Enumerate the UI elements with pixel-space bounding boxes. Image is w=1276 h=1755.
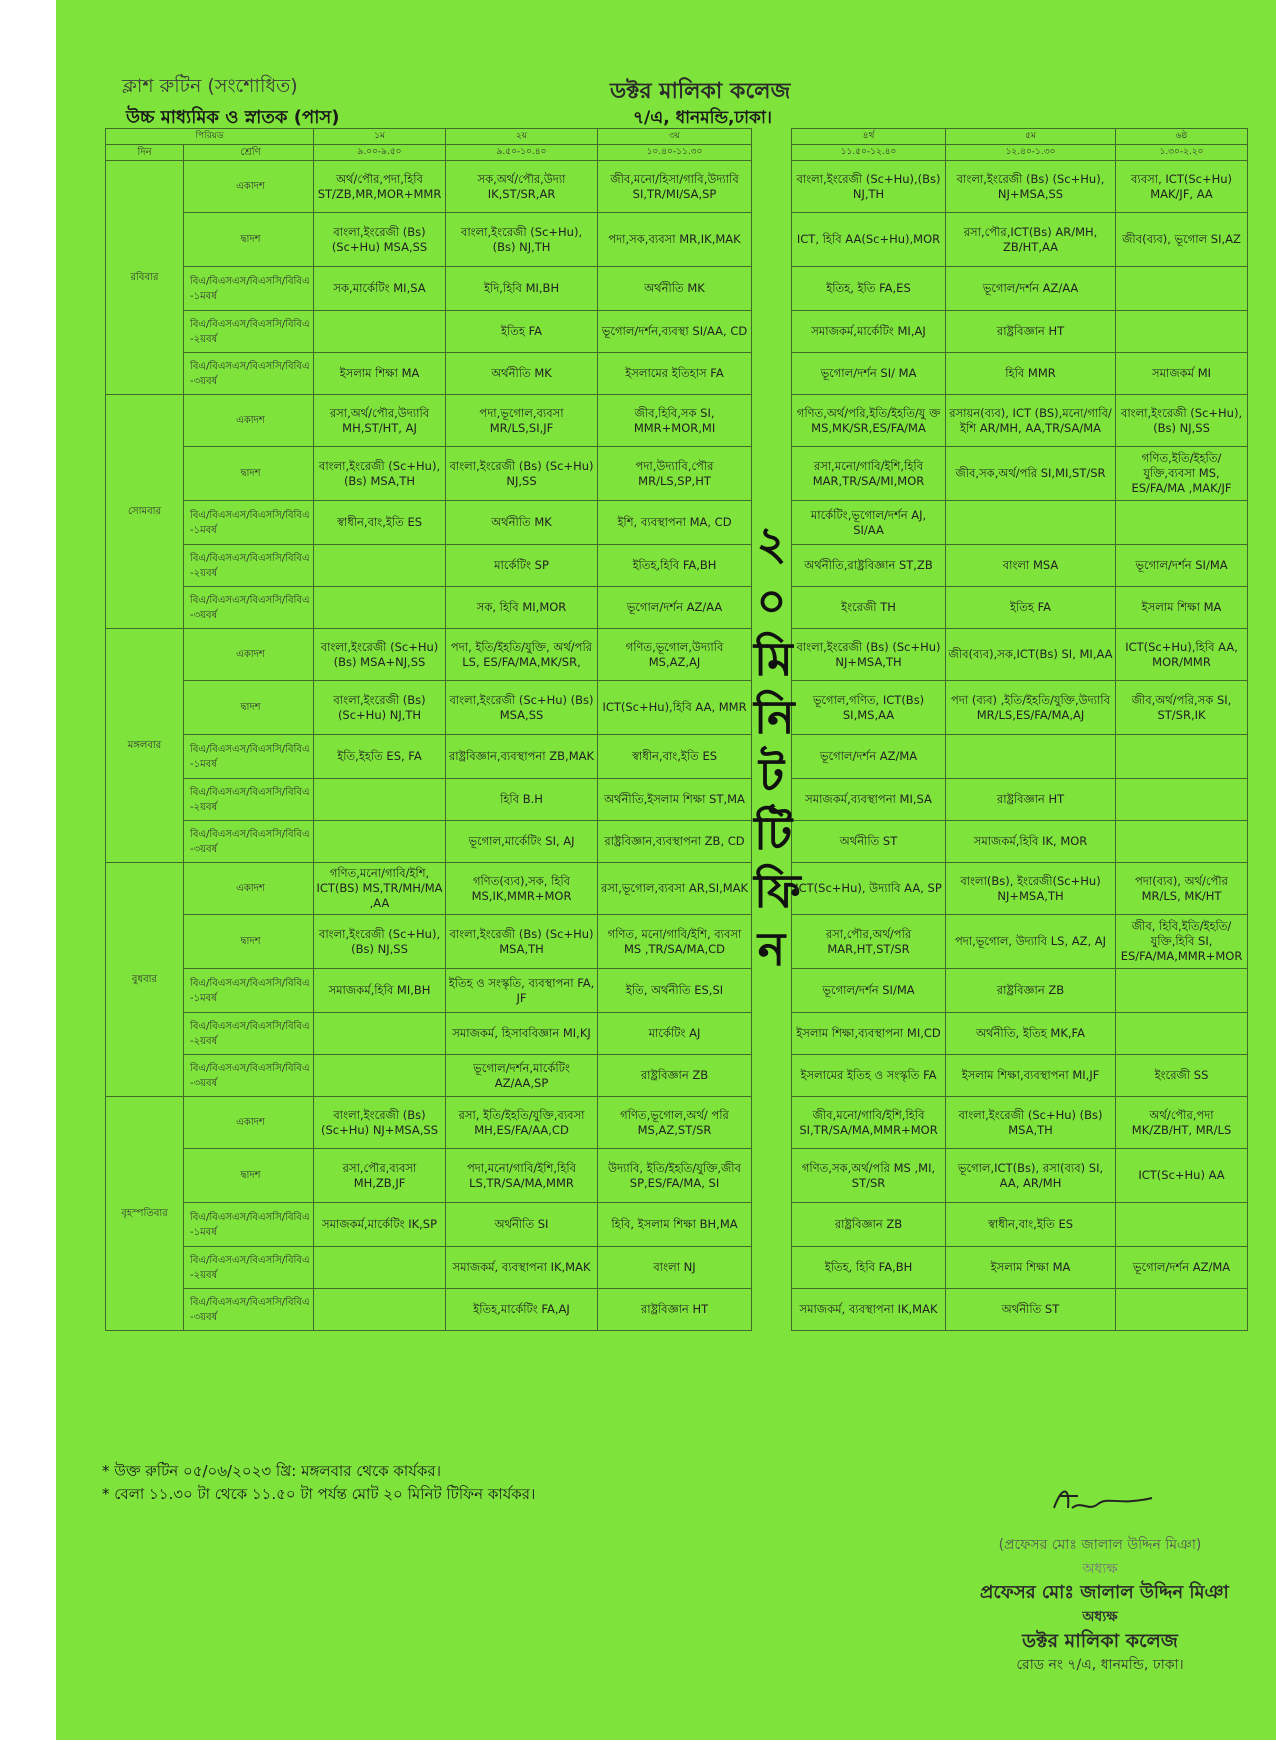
subject-cell: রসা,ভূগোল,ব্যবসা AR,SI,MAK bbox=[598, 863, 752, 915]
subject-cell bbox=[1116, 821, 1248, 863]
subject-cell: বাংলা(Bs), ইংরেজী(Sc+Hu) NJ+MSA,TH bbox=[946, 863, 1116, 915]
routine-row bbox=[106, 863, 1248, 915]
subject-cell: ইতি,ইহতি ES, FA bbox=[314, 735, 446, 779]
subject-cell bbox=[1116, 311, 1248, 353]
subject-cell: মার্কেটিং AJ bbox=[598, 1013, 752, 1055]
subject-cell bbox=[314, 545, 446, 587]
class-name: বিএ/বিএসএস/বিএসসি/বিবিএ -৩য়বর্ষ bbox=[184, 587, 314, 629]
subject-cell: সমাজকর্ম, হিসাববিজ্ঞান MI,KJ bbox=[446, 1013, 598, 1055]
day-name: বৃহস্পতিবার bbox=[106, 1097, 184, 1331]
break-letter: টি bbox=[754, 805, 793, 860]
day-name: সোমবার bbox=[106, 395, 184, 629]
class-name: একাদশ bbox=[184, 863, 314, 915]
routine-title: ক্লাশ রুটিন (সংশোধিত) bbox=[122, 75, 298, 97]
period-time: ১.৩০-২.২০ bbox=[1116, 145, 1248, 161]
subject-cell: বাংলা,ইংরেজী (Bs) (Sc+Hu) MSA,TH bbox=[446, 915, 598, 969]
subject-cell: স্বাধীন,বাং,ইতি ES bbox=[314, 501, 446, 545]
subject-cell: জীব,মনো/গাবি/ইশি,হিবি SI,TR/SA/MA,MMR+MOR bbox=[792, 1097, 946, 1149]
period-name: ৪র্থ bbox=[792, 129, 946, 145]
subject-cell bbox=[1116, 735, 1248, 779]
subject-cell: স্বাধীন,বাং,ইতি ES bbox=[946, 1203, 1116, 1247]
subject-cell: ইসলামের ইতিহাস FA bbox=[598, 353, 752, 395]
subject-cell: অর্থনীতি ST bbox=[792, 821, 946, 863]
stamp-address: রোড নং ৭/এ, ধানমন্ডি, ঢাকা। bbox=[1016, 1657, 1184, 1673]
subject-cell: গণিত,মনো/গাবি/ইশি, ICT(BS) MS,TR/MH/MA ,AA bbox=[314, 863, 446, 915]
subject-cell: পদা,ভূগোল,ব্যবসা MR/LS,SI,JF bbox=[446, 395, 598, 447]
routine-table bbox=[105, 128, 1248, 1331]
routine-row bbox=[106, 353, 1248, 395]
subject-cell: রাষ্ট্রবিজ্ঞান HT bbox=[946, 779, 1116, 821]
subject-cell: অর্থনীতি ST bbox=[946, 1289, 1116, 1331]
period-label: পিরিয়ড bbox=[106, 129, 314, 145]
subject-cell bbox=[314, 587, 446, 629]
subject-cell: বাংলা,ইংরেজী (Bs) (Sc+Hu) NJ+MSA,SS bbox=[314, 1097, 446, 1149]
subject-cell: উদ্যাবি, ইতি/ইহতি/যুক্তি,জীব SP,ES/FA/MA, SI bbox=[598, 1149, 752, 1203]
subject-cell: বাংলা,ইংরেজী (Sc+Hu),(Bs) NJ,SS bbox=[1116, 395, 1248, 447]
subject-cell: বাংলা,ইংরেজী (Sc+Hu) (Bs) MSA,SS bbox=[446, 681, 598, 735]
subject-cell: হিবি B.H bbox=[446, 779, 598, 821]
break-letter: ফি bbox=[754, 863, 801, 918]
subject-cell: অর্থনীতি MK bbox=[446, 353, 598, 395]
subject-cell: বাংলা,ইংরেজী (Sc+Hu),(Bs) MSA,TH bbox=[314, 447, 446, 501]
period-name: ৬ষ্ঠ bbox=[1116, 129, 1248, 145]
subject-cell: ICT, হিবি AA(Sc+Hu),MOR bbox=[792, 213, 946, 267]
class-name: দ্বাদশ bbox=[184, 213, 314, 267]
routine-row bbox=[106, 267, 1248, 311]
subject-cell: ইংরেজী SS bbox=[1116, 1055, 1248, 1097]
class-name: বিএ/বিএসএস/বিএসসি/বিবিএ -২য়বর্ষ bbox=[184, 779, 314, 821]
subject-cell: ইতিহ FA bbox=[946, 587, 1116, 629]
break-column-head bbox=[752, 129, 792, 145]
subject-cell: বাংলা,ইংরেজী (Bs) (Sc+Hu) NJ+MSA,TH bbox=[792, 629, 946, 681]
subject-cell: রসা,অর্থ/পৌর,উদ্যাবি MH,ST/HT, AJ bbox=[314, 395, 446, 447]
subject-cell: ইতিহ,হিবি FA,BH bbox=[598, 545, 752, 587]
subject-cell: বাংলা,ইংরেজী (Sc+Hu),(Bs) NJ,TH bbox=[792, 161, 946, 213]
college-name: ডক্টর মালিকা কলেজ bbox=[610, 79, 791, 104]
subject-cell: অর্থনীতি, ইতিহ MK,FA bbox=[946, 1013, 1116, 1055]
subject-cell: সমাজকর্ম,ব্যবস্থাপনা MI,SA bbox=[792, 779, 946, 821]
routine-row bbox=[106, 501, 1248, 545]
subject-cell: জীব,মনো/হিসা/গাবি,উদ্যাবি SI,TR/MI/SA,SP bbox=[598, 161, 752, 213]
subject-cell: ভূগোল/দর্শন AZ/MA bbox=[792, 735, 946, 779]
subject-cell: রাষ্ট্রবিজ্ঞান ZB bbox=[946, 969, 1116, 1013]
subject-cell: সমাজকর্ম,মার্কেটিং MI,AJ bbox=[792, 311, 946, 353]
principal-title: অধ্যক্ষ bbox=[1082, 1561, 1118, 1577]
subject-cell: অর্থনীতি,রাষ্ট্রবিজ্ঞান ST,ZB bbox=[792, 545, 946, 587]
subject-cell: পদা,সক,ব্যবসা MR,IK,MAK bbox=[598, 213, 752, 267]
subject-cell: ইসলাম শিক্ষা MA bbox=[314, 353, 446, 395]
break-letter: ট bbox=[758, 747, 785, 802]
subject-cell: বাংলা,ইংরেজী (Bs) (Sc+Hu), NJ+MSA,SS bbox=[946, 161, 1116, 213]
subject-cell: ভূগোল,মার্কেটিং SI, AJ bbox=[446, 821, 598, 863]
routine-row bbox=[106, 213, 1248, 267]
period-time: ১০.৪০-১১.৩০ bbox=[598, 145, 752, 161]
class-name: বিএ/বিএসএস/বিএসসি/বিবিএ -১মবর্ষ bbox=[184, 1203, 314, 1247]
subject-cell: ইসলাম শিক্ষা,ব্যবস্থাপনা MI,JF bbox=[946, 1055, 1116, 1097]
subject-cell: ইশি, ব্যবস্থাপনা MA, CD bbox=[598, 501, 752, 545]
routine-row bbox=[106, 161, 1248, 213]
break-letter: ২ bbox=[756, 515, 787, 570]
subject-cell: গণিত,ভূগোল,অর্থ/ পরি MS,AZ,ST/SR bbox=[598, 1097, 752, 1149]
period-name: ৩য় bbox=[598, 129, 752, 145]
class-name: বিএ/বিএসএস/বিএসসি/বিবিএ -৩য়বর্ষ bbox=[184, 1055, 314, 1097]
subject-cell: ইতিহ FA bbox=[446, 311, 598, 353]
day-name: রবিবার bbox=[106, 161, 184, 395]
class-name: বিএ/বিএসএস/বিএসসি/বিবিএ -৩য়বর্ষ bbox=[184, 1289, 314, 1331]
routine-row bbox=[106, 1097, 1248, 1149]
subject-cell: ব্যবসা, ICT(Sc+Hu) MAK/JF, AA bbox=[1116, 161, 1248, 213]
subject-cell: ভূগোল/দর্শন AZ/MA bbox=[1116, 1247, 1248, 1289]
subject-cell bbox=[314, 779, 446, 821]
routine-row bbox=[106, 1013, 1248, 1055]
routine-row bbox=[106, 915, 1248, 969]
subject-cell: ইতি, অর্থনীতি ES,SI bbox=[598, 969, 752, 1013]
subject-cell: ভূগোল/দর্শন AZ/AA bbox=[598, 587, 752, 629]
period-time: ১১.৫০-১২.৪০ bbox=[792, 145, 946, 161]
subject-cell: বাংলা,ইংরেজী (Bs) (Sc+Hu) NJ,TH bbox=[314, 681, 446, 735]
subject-cell: গণিত,সক,অর্থ/পরি MS ,MI, ST/SR bbox=[792, 1149, 946, 1203]
subject-cell: বাংলা,ইংরেজী (Sc+Hu), (Bs) NJ,SS bbox=[314, 915, 446, 969]
subject-cell: গণিত(ব্যব),সক, হিবি MS,IK,MMR+MOR bbox=[446, 863, 598, 915]
subject-cell: ইসলামের ইতিহ ও সংস্কৃতি FA bbox=[792, 1055, 946, 1097]
subject-cell: মার্কেটিং SP bbox=[446, 545, 598, 587]
subject-cell: বাংলা MSA bbox=[946, 545, 1116, 587]
subject-cell: সক,অর্থ/পৌর,উদ্যা IK,ST/SR,AR bbox=[446, 161, 598, 213]
class-name: একাদশ bbox=[184, 629, 314, 681]
college-address: ৭/এ, ধানমন্ডি,ঢাকা। bbox=[633, 108, 772, 128]
subject-cell: রাষ্ট্রবিজ্ঞান,ব্যবস্থাপনা ZB, CD bbox=[598, 821, 752, 863]
routine-row bbox=[106, 821, 1248, 863]
subject-cell: রসা,পৌর,অর্থ/পরি MAR,HT,ST/SR bbox=[792, 915, 946, 969]
break-letter: ন bbox=[757, 921, 786, 976]
subject-cell: সক,মার্কেটিং MI,SA bbox=[314, 267, 446, 311]
subject-cell: ইসলাম শিক্ষা,ব্যবস্থাপনা MI,CD bbox=[792, 1013, 946, 1055]
note-effective-date: * উক্ত রুটিন ০৫/০৬/২০২৩ খ্রি: মঙ্গলবার থেকে কার্যকর। bbox=[102, 1462, 441, 1480]
subject-cell: পদা,উদ্যাবি,পৌর MR/LS,SP,HT bbox=[598, 447, 752, 501]
subject-cell: বাংলা,ইংরেজী (Bs) (Sc+Hu) NJ,SS bbox=[446, 447, 598, 501]
day-name: বুধবার bbox=[106, 863, 184, 1097]
subject-cell: জীব,হিবি,সক SI, MMR+MOR,MI bbox=[598, 395, 752, 447]
subject-cell: পদা,মনো/গাবি/ইশি,হিবি LS,TR/SA/MA,MMR bbox=[446, 1149, 598, 1203]
subject-cell bbox=[946, 501, 1116, 545]
subject-cell: ইতিহ, ইতি FA,ES bbox=[792, 267, 946, 311]
subject-cell bbox=[1116, 501, 1248, 545]
class-name: বিএ/বিএসএস/বিএসসি/বিবিএ -৩য়বর্ষ bbox=[184, 353, 314, 395]
class-name: বিএ/বিএসএস/বিএসসি/বিবিএ -১মবর্ষ bbox=[184, 501, 314, 545]
period-time: ৯.৫০-১০.৪০ bbox=[446, 145, 598, 161]
routine-row bbox=[106, 311, 1248, 353]
routine-row bbox=[106, 1289, 1248, 1331]
subject-cell bbox=[946, 735, 1116, 779]
routine-row bbox=[106, 779, 1248, 821]
subject-cell: রসা,পৌর,ICT(Bs) AR/MH, ZB/HT,AA bbox=[946, 213, 1116, 267]
class-name: বিএ/বিএসএস/বিএসসি/বিবিএ -২য়বর্ষ bbox=[184, 311, 314, 353]
class-name: দ্বাদশ bbox=[184, 681, 314, 735]
class-name: বিএ/বিএসএস/বিএসসি/বিবিএ -২য়বর্ষ bbox=[184, 1013, 314, 1055]
subject-cell: বাংলা,ইংরেজী (Sc+Hu) (Bs) MSA+NJ,SS bbox=[314, 629, 446, 681]
principal-signature bbox=[1048, 1478, 1158, 1528]
subject-cell bbox=[314, 311, 446, 353]
break-letter: ০ bbox=[756, 573, 787, 628]
subject-cell: ইতিহ ও সংস্কৃতি, ব্যবস্থাপনা FA, JF bbox=[446, 969, 598, 1013]
subject-cell bbox=[1116, 779, 1248, 821]
subject-cell: রাষ্ট্রবিজ্ঞান HT bbox=[946, 311, 1116, 353]
routine-row bbox=[106, 447, 1248, 501]
class-name: বিএ/বিএসএস/বিএসসি/বিবিএ -২য়বর্ষ bbox=[184, 545, 314, 587]
stamp-college: ডক্টর মালিকা কলেজ bbox=[1022, 1630, 1178, 1652]
note-tiffin-break: * বেলা ১১.৩০ টা থেকে ১১.৫০ টা পর্যন্ত মোট ২০ মিনিট টিফিন কার্যকর। bbox=[102, 1485, 536, 1503]
subject-cell: বাংলা,ইংরেজী (Sc+Hu) (Bs) MSA,TH bbox=[946, 1097, 1116, 1149]
subject-cell bbox=[314, 1013, 446, 1055]
day-label: দিন bbox=[106, 145, 184, 161]
routine-row bbox=[106, 587, 1248, 629]
class-name: বিএ/বিএসএস/বিএসসি/বিবিএ -১মবর্ষ bbox=[184, 735, 314, 779]
subject-cell: গণিত,অর্থ/পরি,ইতি/ইহতি/যু ক্ত MS,MK/SR,ES/FA/MA bbox=[792, 395, 946, 447]
subject-cell bbox=[1116, 1203, 1248, 1247]
subject-cell: রাষ্ট্রবিজ্ঞান HT bbox=[598, 1289, 752, 1331]
subject-cell: অর্থনীতি MK bbox=[446, 501, 598, 545]
subject-cell: জীব(ব্যব),সক,ICT(Bs) SI, MI,AA bbox=[946, 629, 1116, 681]
break-letter: মি bbox=[754, 631, 793, 686]
subject-cell: বাংলা NJ bbox=[598, 1247, 752, 1289]
subject-cell: অর্থনীতি,ইসলাম শিক্ষা ST,MA bbox=[598, 779, 752, 821]
period-name: ২য় bbox=[446, 129, 598, 145]
subject-cell: রাষ্ট্রবিজ্ঞান ZB bbox=[598, 1055, 752, 1097]
subject-cell: বাংলা,ইংরেজী (Bs) (Sc+Hu) MSA,SS bbox=[314, 213, 446, 267]
subject-cell: গণিত,ইতি/ইহতি/যুক্তি,ব্যবসা MS, ES/FA/MA ,MAK/JF bbox=[1116, 447, 1248, 501]
principal-name: (প্রফেসর মোঃ জালাল উদ্দিন মিঞা) bbox=[998, 1537, 1202, 1553]
class-name: বিএ/বিএসএস/বিএসসি/বিবিএ -১মবর্ষ bbox=[184, 267, 314, 311]
class-name: একাদশ bbox=[184, 1097, 314, 1149]
routine-row bbox=[106, 629, 1248, 681]
subject-cell: হিবি MMR bbox=[946, 353, 1116, 395]
subject-cell: ভূগোল,গণিত, ICT(Bs) SI,MS,AA bbox=[792, 681, 946, 735]
subject-cell: ICT(Sc+Hu),হিবি AA, MOR/MMR bbox=[1116, 629, 1248, 681]
subject-cell bbox=[314, 821, 446, 863]
subject-cell bbox=[1116, 267, 1248, 311]
break-letter: নি bbox=[754, 689, 795, 744]
class-name: একাদশ bbox=[184, 395, 314, 447]
stamp-title: অধ্যক্ষ bbox=[1082, 1609, 1118, 1625]
subject-cell: ইতিহ, হিবি FA,BH bbox=[792, 1247, 946, 1289]
subject-cell bbox=[1116, 1013, 1248, 1055]
subject-cell bbox=[1116, 1289, 1248, 1331]
subject-cell: সমাজকর্ম,হিবি IK, MOR bbox=[946, 821, 1116, 863]
period-header-row bbox=[106, 129, 1248, 145]
subject-cell bbox=[314, 1289, 446, 1331]
break-column-time bbox=[752, 145, 792, 161]
day-name: মঙ্গলবার bbox=[106, 629, 184, 863]
subject-cell: ভূগোল,ICT(Bs), রসা(ব্যব) SI, AA, AR/MH bbox=[946, 1149, 1116, 1203]
period-name: ১ম bbox=[314, 129, 446, 145]
subject-cell: গণিত, মনো/গাবি/ইশি, ব্যবসা MS ,TR/SA/MA,CD bbox=[598, 915, 752, 969]
stamp-name: প্রফেসর মোঃ জালাল উদ্দিন মিঞা bbox=[980, 1582, 1229, 1603]
subject-cell: সক, হিবি MI,MOR bbox=[446, 587, 598, 629]
subject-cell: গণিত,ভূগোল,উদ্যাবি MS,AZ,AJ bbox=[598, 629, 752, 681]
class-name: দ্বাদশ bbox=[184, 447, 314, 501]
subject-cell: পদা (ব্যব) ,ইতি/ইহতি/যুক্তি,উদ্যাবি MR/LS,ES/FA/MA,AJ bbox=[946, 681, 1116, 735]
class-name: বিএ/বিএসএস/বিএসসি/বিবিএ -৩য়বর্ষ bbox=[184, 821, 314, 863]
subject-cell: পদা,ভূগোল, উদ্যাবি LS, AZ, AJ bbox=[946, 915, 1116, 969]
subject-cell: রাষ্ট্রবিজ্ঞান ZB bbox=[792, 1203, 946, 1247]
subject-cell: সমাজকর্ম, ব্যবস্থাপনা IK,MAK bbox=[792, 1289, 946, 1331]
subject-cell: রসা,মনো/গাবি/ইশি,হিবি MAR,TR/SA/MI,MOR bbox=[792, 447, 946, 501]
routine-subtitle: উচ্চ মাধ্যমিক ও স্নাতক (পাস) bbox=[126, 107, 340, 128]
period-time: ১২.৪০-১.৩০ bbox=[946, 145, 1116, 161]
subject-cell: ICT(Sc+Hu) AA bbox=[1116, 1149, 1248, 1203]
subject-cell: স্বাধীন,বাং,ইতি ES bbox=[598, 735, 752, 779]
subject-cell: ভূগোল/দর্শন AZ/AA bbox=[946, 267, 1116, 311]
subject-cell: অর্থ/পৌর,পদা MK/ZB/HT, MR/LS bbox=[1116, 1097, 1248, 1149]
routine-row bbox=[106, 545, 1248, 587]
routine-row bbox=[106, 1149, 1248, 1203]
period-time: ৯.০০-৯.৫০ bbox=[314, 145, 446, 161]
class-name: বিএ/বিএসএস/বিএসসি/বিবিএ -১মবর্ষ bbox=[184, 969, 314, 1013]
subject-cell bbox=[314, 1055, 446, 1097]
subject-cell: ইসলাম শিক্ষা MA bbox=[1116, 587, 1248, 629]
subject-cell: অর্থ/পৌর,পদা,হিবি ST/ZB,MR,MOR+MMR bbox=[314, 161, 446, 213]
subject-cell: ভূগোল/দর্শন SI/ MA bbox=[792, 353, 946, 395]
class-name: একাদশ bbox=[184, 161, 314, 213]
subject-cell: রাষ্ট্রবিজ্ঞান,ব্যবস্থাপনা ZB,MAK bbox=[446, 735, 598, 779]
subject-cell: সমাজকর্ম, ব্যবস্থাপনা IK,MAK bbox=[446, 1247, 598, 1289]
class-name: দ্বাদশ bbox=[184, 915, 314, 969]
subject-cell: ভূগোল/দর্শন,ব্যবস্থা SI/AA, CD bbox=[598, 311, 752, 353]
signature-block bbox=[980, 1533, 1229, 1677]
subject-cell: পদা, ইতি/ইহতি/যুক্তি, অর্থ/পরি LS, ES/FA/MA,MK/SR, bbox=[446, 629, 598, 681]
subject-cell bbox=[1116, 969, 1248, 1013]
subject-cell: ইদি,হিবি MI,BH bbox=[446, 267, 598, 311]
subject-cell: ICT(Sc+Hu), উদ্যাবি AA, SP bbox=[792, 863, 946, 915]
subject-cell: অর্থনীতি MK bbox=[598, 267, 752, 311]
routine-row bbox=[106, 1203, 1248, 1247]
subject-cell: ইংরেজী TH bbox=[792, 587, 946, 629]
subject-cell bbox=[314, 1247, 446, 1289]
routine-row bbox=[106, 735, 1248, 779]
period-name: ৫ম bbox=[946, 129, 1116, 145]
subject-cell: জীব(ব্যব), ভূগোল SI,AZ bbox=[1116, 213, 1248, 267]
subject-cell: জীব, হিবি,ইতি/ইহতি/যুক্তি,হিবি SI, ES/FA/MA,MMR+MOR bbox=[1116, 915, 1248, 969]
routine-row bbox=[106, 1247, 1248, 1289]
subject-cell: ভূগোল/দর্শন,মার্কেটিং AZ/AA,SP bbox=[446, 1055, 598, 1097]
class-name: দ্বাদশ bbox=[184, 1149, 314, 1203]
subject-cell: মার্কেটিং,ভূগোল/দর্শন AJ, SI/AA bbox=[792, 501, 946, 545]
subject-cell: সমাজকর্ম,মার্কেটিং IK,SP bbox=[314, 1203, 446, 1247]
subject-cell: ভূগোল/দর্শন SI/MA bbox=[1116, 545, 1248, 587]
period-time-row bbox=[106, 145, 1248, 161]
routine-row bbox=[106, 395, 1248, 447]
class-name: বিএ/বিএসএস/বিএসসি/বিবিএ -২য়বর্ষ bbox=[184, 1247, 314, 1289]
class-label: শ্রেণি bbox=[184, 145, 314, 161]
subject-cell: বাংলা,ইংরেজী (Sc+Hu), (Bs) NJ,TH bbox=[446, 213, 598, 267]
subject-cell: ইতিহ,মার্কেটিং FA,AJ bbox=[446, 1289, 598, 1331]
subject-cell: জীব,অর্থ/পরি,সক SI, ST/SR,IK bbox=[1116, 681, 1248, 735]
routine-row bbox=[106, 1055, 1248, 1097]
subject-cell: হিবি, ইসলাম শিক্ষা BH,MA bbox=[598, 1203, 752, 1247]
subject-cell: রসায়ন(ব্যব), ICT (BS),মনো/গাবি/ইশি AR/MH, AA,TR/SA/MA bbox=[946, 395, 1116, 447]
subject-cell: সমাজকর্ম,হিবি MI,BH bbox=[314, 969, 446, 1013]
subject-cell: পদা(ব্যব), অর্থ/পৌর MR/LS, MK/HT bbox=[1116, 863, 1248, 915]
subject-cell: জীব,সক,অর্থ/পরি SI,MI,ST/SR bbox=[946, 447, 1116, 501]
subject-cell: ICT(Sc+Hu),হিবি AA, MMR bbox=[598, 681, 752, 735]
notes bbox=[102, 1460, 535, 1506]
subject-cell: অর্থনীতি SI bbox=[446, 1203, 598, 1247]
subject-cell: রসা,পৌর,ব্যবসা MH,ZB,JF bbox=[314, 1149, 446, 1203]
subject-cell: ভূগোল/দর্শন SI/MA bbox=[792, 969, 946, 1013]
subject-cell: রসা, ইতি/ইহতি/যুক্তি,ব্যবসা MH,ES/FA/AA,CD bbox=[446, 1097, 598, 1149]
subject-cell: সমাজকর্ম MI bbox=[1116, 353, 1248, 395]
routine-row bbox=[106, 681, 1248, 735]
routine-row bbox=[106, 969, 1248, 1013]
tiffin-break-column bbox=[752, 161, 801, 1331]
subject-cell: ইসলাম শিক্ষা MA bbox=[946, 1247, 1116, 1289]
